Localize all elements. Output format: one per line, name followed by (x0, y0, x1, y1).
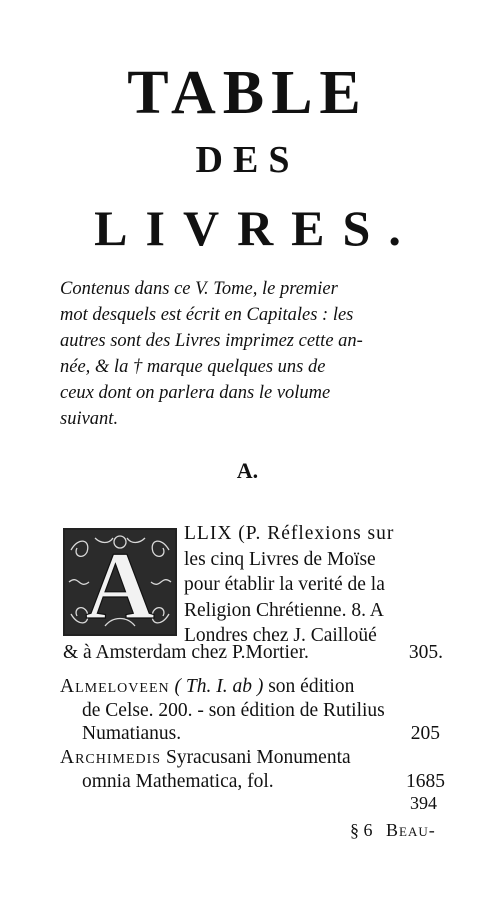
catchword-line (350, 820, 436, 841)
entry-head: Almeloveen (60, 676, 170, 697)
folio-number: 394 (410, 793, 437, 813)
entry-line: Religion Chrétienne. 8. A (184, 599, 384, 621)
intro-paragraph (60, 276, 438, 432)
entry-text: son édition (268, 676, 355, 697)
entry-line: & à Amsterdam chez P.Mortier. (63, 642, 309, 663)
intro-line: Contenus dans ce V. Tome, le premier (60, 279, 338, 299)
intro-line: ceux dont on parlera dans le volume (60, 383, 331, 403)
entry-almeloveen (60, 675, 440, 746)
section-letter: A. (236, 458, 259, 483)
decorated-initial-a (63, 528, 177, 636)
title-table: TABLE (127, 59, 368, 127)
entry-text: Numatianus. (82, 723, 182, 744)
title-des: DES (195, 139, 300, 181)
catchword: Beau- (386, 820, 436, 840)
entry-text: omnia Mathematica, fol. (82, 771, 274, 792)
entry-head: Archimedis (60, 747, 162, 768)
svg-text:A: A (85, 532, 155, 634)
entry-line: pour établir la verité de la (184, 574, 385, 595)
intro-line: mot desquels est écrit en Capitales : les (60, 305, 354, 325)
intro-line: née, & la † marque quelques uns de (60, 357, 326, 377)
intro-line: suivant. (60, 409, 119, 429)
title-livres: LIVRES. (94, 200, 419, 256)
entry-line: Londres chez J. Cailloüé (184, 625, 377, 646)
page-number: 205 (410, 723, 440, 744)
ornament-icon (65, 530, 175, 634)
entry-line: de Celse. 200. - son édition de Rutilius (82, 699, 385, 721)
entry-line: LLIX (P. Réflexions sur (184, 523, 395, 544)
entry-line (60, 675, 440, 699)
entry-text: Syracusani Monumenta (165, 747, 351, 768)
entry-line (60, 722, 440, 746)
entry-head-detail: ( Th. I. ab ) (174, 676, 264, 697)
page-number: 305. (408, 642, 443, 663)
entry-line: les cinq Livres de Moïse (184, 548, 376, 570)
entry-archimedis (60, 746, 445, 794)
intro-line: autres sont des Livres imprimez cette an- (60, 331, 363, 351)
signature-mark: § 6 (350, 820, 373, 840)
page-number: 1685 (406, 771, 445, 792)
entry-line (60, 746, 445, 770)
entry-line (60, 770, 445, 794)
entry-allix-tail (63, 640, 443, 665)
entry-allix (184, 521, 440, 649)
